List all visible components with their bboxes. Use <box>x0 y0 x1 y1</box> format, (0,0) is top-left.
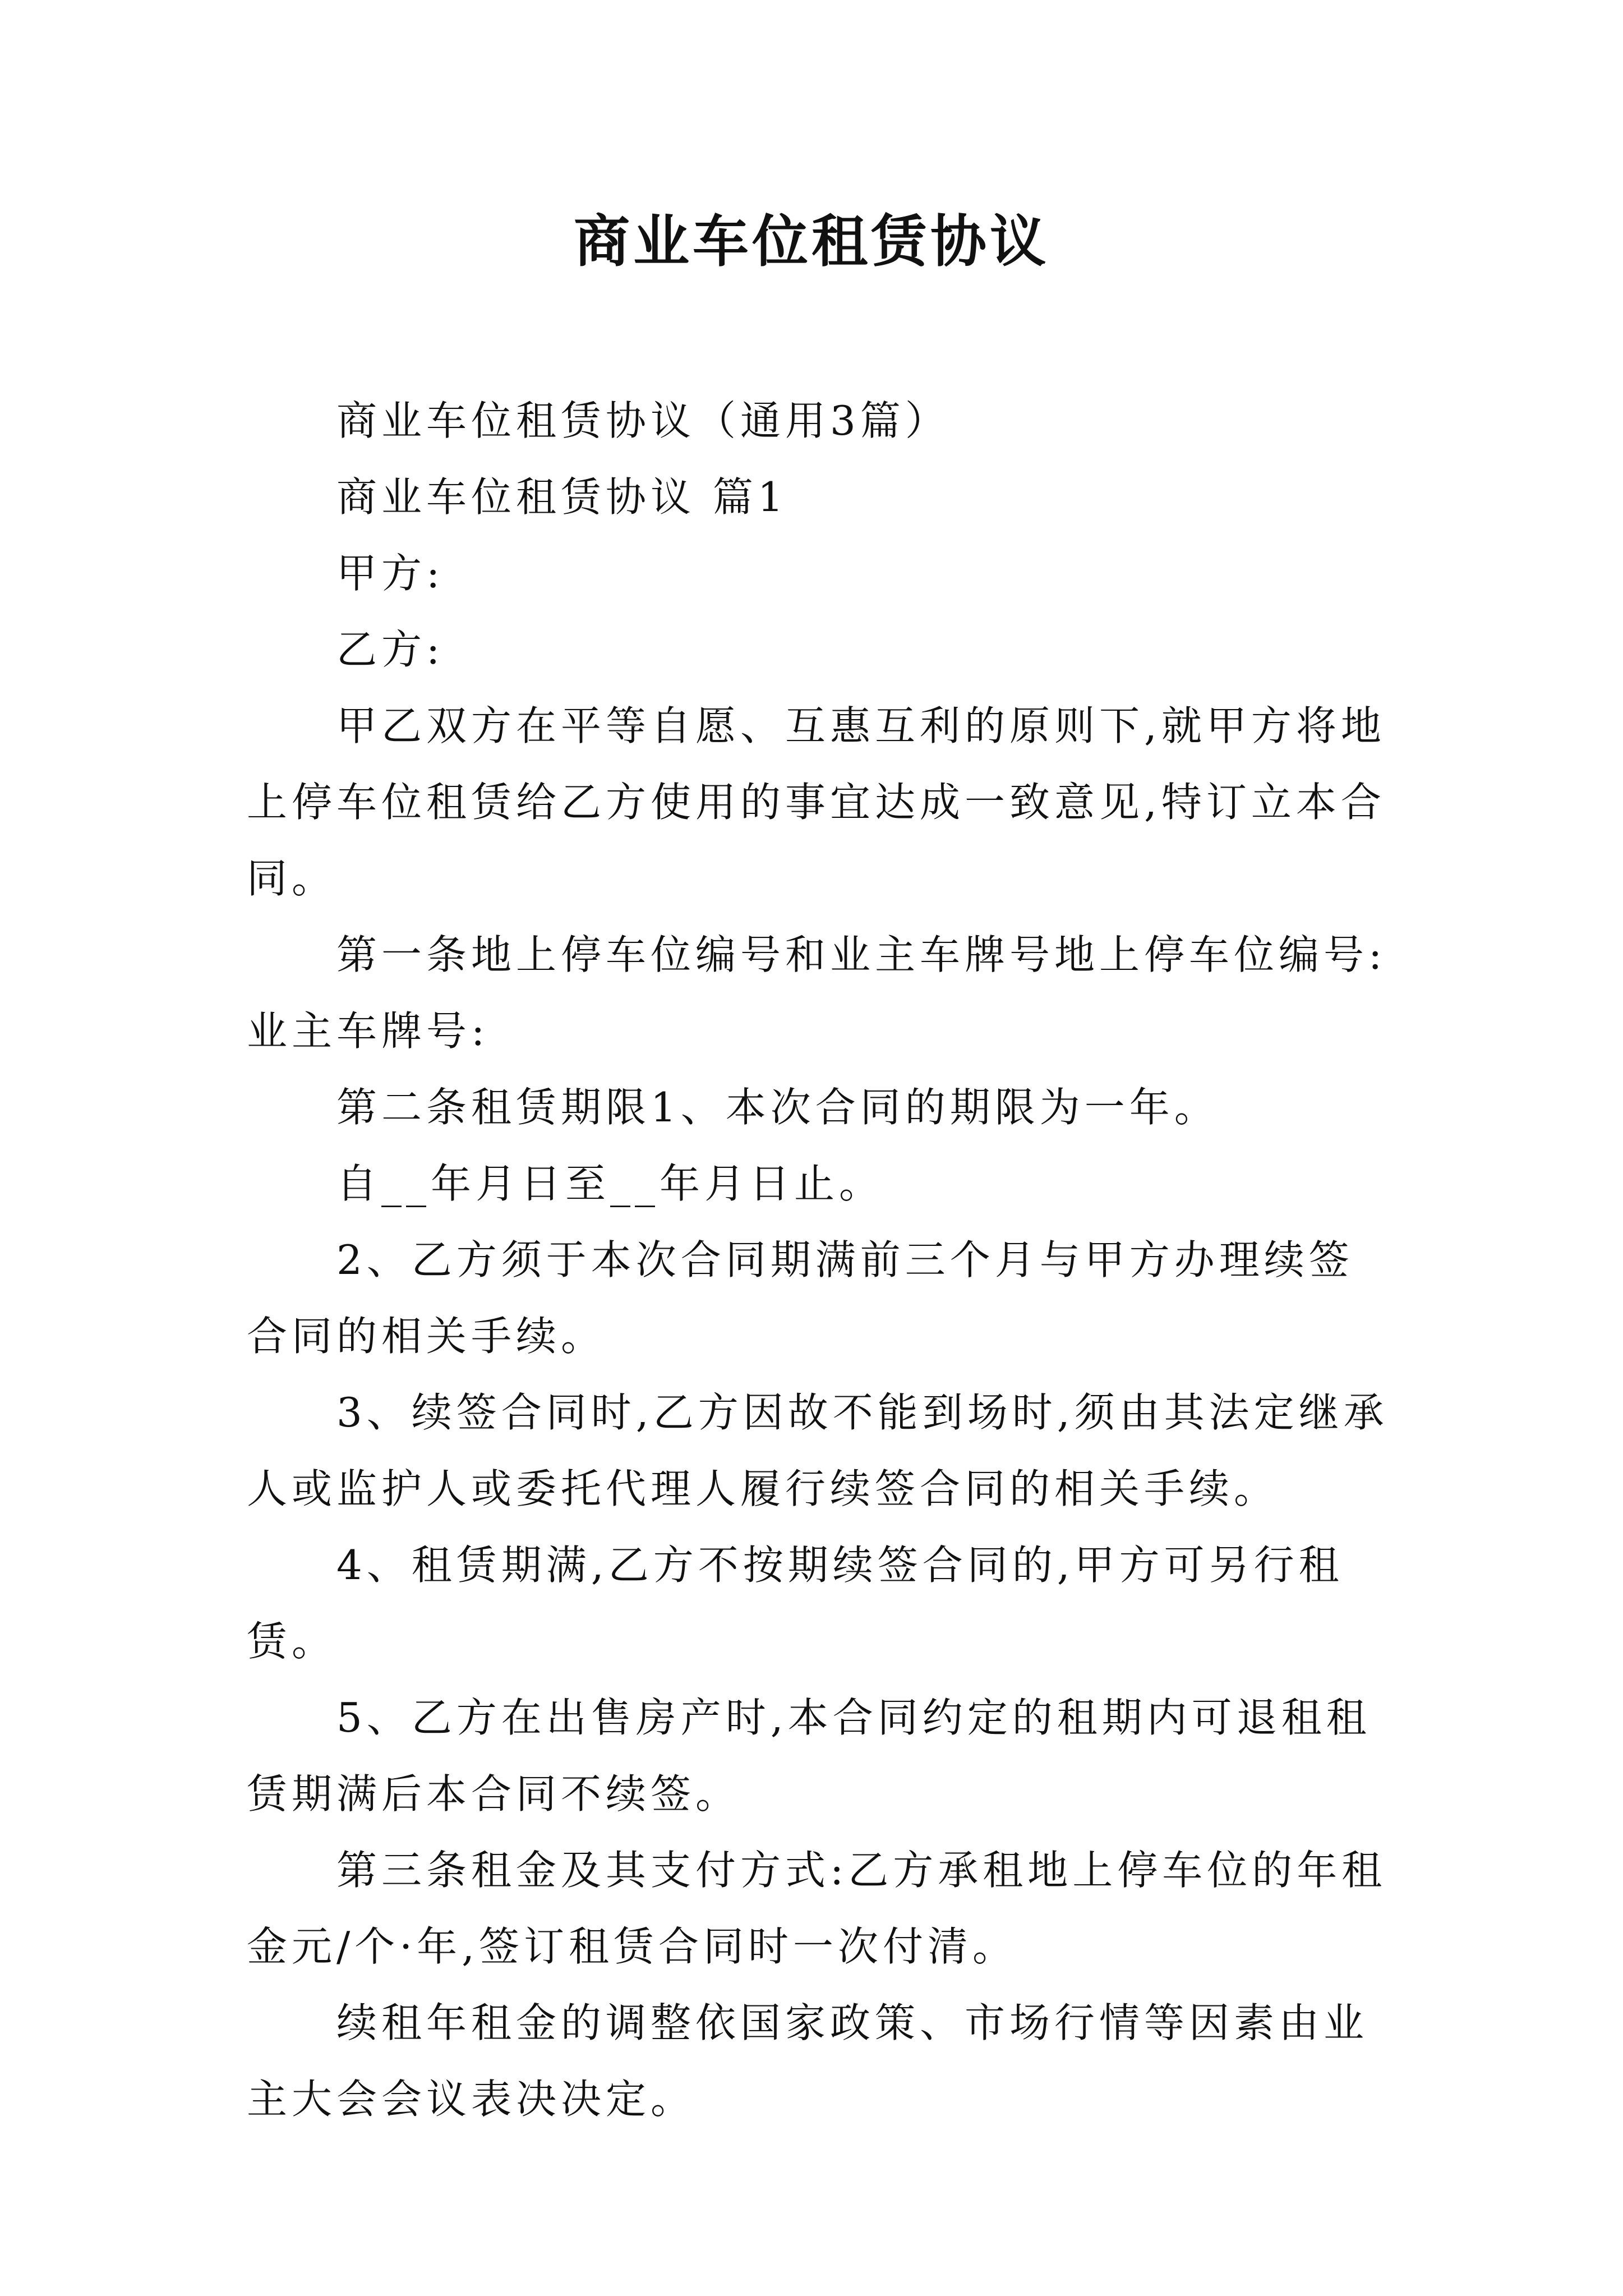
paragraph: 2、乙方须于本次合同期满前三个月与甲方办理续签合同的相关手续。 <box>247 1236 1354 1360</box>
paragraph: 甲乙双方在平等自愿、互惠互利的原则下,就甲方将地上停车位租赁给乙方使用的事宜达成一致意见,特订立本合同。 <box>247 702 1386 902</box>
paragraph: 商业车位租赁协议 篇1 <box>336 473 788 521</box>
paragraph: 第二条租赁期限1、本次合同的期限为一年。 <box>336 1084 1219 1131</box>
paragraph: 续租年租金的调整依国家政策、市场行情等因素由业主大会会议表决决定。 <box>247 1999 1369 2123</box>
paragraph: 第一条地上停车位编号和业主车牌号地上停车位编号: 业主车牌号: <box>247 931 1404 1055</box>
paragraph: 4、租赁期满,乙方不按期续签合同的,甲方可另行租赁。 <box>247 1542 1344 1665</box>
paragraph: 第三条租金及其支付方式:乙方承租地上停车位的年租金元/个·年,签订租赁合同时一次付清。 <box>247 1847 1387 1970</box>
paragraph: 乙方: <box>336 626 445 673</box>
paragraph: 商业车位租赁协议（通用3篇） <box>336 397 950 444</box>
paragraph: 3、续签合同时,乙方因故不能到场时,须由其法定继承人或监护人或委托代理人履行续签合同的相关手续。 <box>247 1389 1389 1512</box>
document-body <box>247 383 1404 2137</box>
document-title: 商业车位租赁协议 <box>574 208 1049 274</box>
paragraph: 甲方: <box>336 550 445 597</box>
paragraph: 5、乙方在出售房产时,本合同约定的租期内可退租租赁期满后本合同不续签。 <box>247 1694 1371 1818</box>
paragraph: 自__年月日至__年月日止。 <box>336 1160 884 1207</box>
